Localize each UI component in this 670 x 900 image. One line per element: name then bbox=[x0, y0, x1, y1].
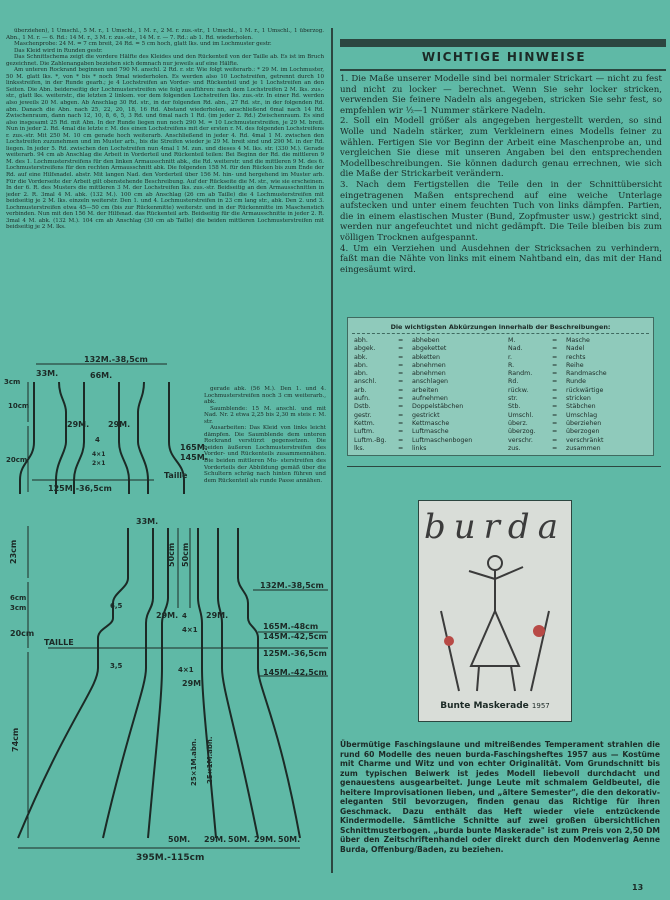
diagram-label: 165M. bbox=[180, 443, 208, 452]
diagram-label: TAILLE bbox=[44, 638, 74, 647]
abbreviation-row bbox=[508, 337, 607, 345]
magazine-logo: burda bbox=[424, 507, 566, 547]
equals-sign: = bbox=[398, 403, 404, 411]
promo-text: Übermütige Faschingslaune und mitreißendes Temperament strahlen die rund 60 Modelle des neuen burda-Faschingsheftes 1957 aus — Kostüme mit Charme und Witz und von echter Originalität. Vom Grundschnitt bis zum typischen Beiwerk ist jedes Modell liebevoll durchdacht und genauestens ausgearbeitet. Junge Leute mit schmalem Geldbeutel, die heitere Improvisationen lieben, und „ältere Semester", die den dekorativ-eleganten Stil bevorzugen, finden genau das Richtige für ihren Geschmack. Dazu enthält das Heft wieder viele entzückende Kindermodelle. Sämtliche Schnitte auf zwei großen übersichtlichen Schnittmusterbogen. „burda bunte Maskerade" ist zum Preis von 2,50 DM über den Zeitschriftenhandel oder direkt durch den Modenverlag Aenne Burda, Offenburg/Baden, zu beziehen. bbox=[340, 740, 660, 854]
hinweis-item: 1. Die Maße unserer Modelle sind bei normaler Strickart — nicht zu fest und nicht zu locker — berechnet. Wenn Sie sehr locker stricken, verwenden Sie feinere Nadeln als angegeben, stricken Sie sehr fest, so empfehlen wir ½—1 Nummer stärkere Nadeln. bbox=[340, 74, 662, 116]
abbreviation-long: Umschlag bbox=[566, 411, 598, 419]
finishing-instructions bbox=[204, 386, 326, 484]
abbreviation-long: abketten bbox=[412, 353, 440, 361]
equals-sign: = bbox=[552, 403, 558, 411]
abbreviation-short: gestr. bbox=[354, 411, 372, 419]
abbreviation-row bbox=[508, 387, 607, 395]
diagram-label: 50cm bbox=[181, 542, 190, 567]
diagram-label: 4 bbox=[182, 612, 187, 620]
abbreviation-row bbox=[508, 437, 607, 445]
abbreviation-long: anschlagen bbox=[412, 378, 449, 386]
abbreviation-long: rechts bbox=[566, 353, 586, 361]
abbreviation-short: r. bbox=[508, 353, 513, 361]
abbreviation-table bbox=[347, 317, 654, 456]
abbreviation-long: Stäbchen bbox=[566, 403, 596, 411]
diagram-label: 10cm bbox=[8, 402, 30, 410]
diagram-label: 4×1 bbox=[178, 666, 194, 674]
equals-sign: = bbox=[552, 411, 558, 419]
diagram-label: 66M. bbox=[90, 371, 113, 380]
abbreviation-row bbox=[354, 445, 472, 453]
diagram-label: 4×1 bbox=[182, 626, 198, 634]
abbreviation-long: stricken bbox=[566, 395, 591, 403]
abbreviation-short: zus. bbox=[508, 444, 521, 452]
abbreviation-long: verschränkt bbox=[566, 436, 604, 444]
magazine-caption-text: Bunte Maskerade bbox=[440, 701, 529, 711]
hinweis-item: 4. Um ein Verziehen und Ausdehnen der Stricksachen zu verhindern, faßt man die Nähte von links mit einem Nahtband ein, das mit der Hand eingesäumt wird. bbox=[340, 243, 662, 275]
abbreviation-short: Luftm. bbox=[354, 428, 375, 436]
magazine-caption bbox=[419, 701, 571, 711]
equals-sign: = bbox=[398, 428, 404, 436]
equals-sign: = bbox=[398, 386, 404, 394]
heading-rule bbox=[340, 39, 666, 47]
abbreviation-row bbox=[354, 395, 472, 403]
instruction-paragraph: überziehen), 1 Umschl., 5 M. r., 1 Umschl., 1 M. r., 2 M. r. zus.-str., 1 Umschl., 1 M. r., 1 Umschl., 1 überzog. Abn., 1 M. r. — 6. Rd.: 14 M. r., 3 M. r. zus.-str., 14 M. r. — 7. Rd.: ab 1. Rd. wiederholen. bbox=[6, 28, 324, 41]
abbreviation-long: rückwärtige bbox=[566, 386, 604, 394]
equals-sign: = bbox=[552, 337, 558, 344]
abbreviation-row bbox=[508, 428, 607, 436]
diagram-label: 29M. bbox=[204, 835, 227, 844]
abbreviation-long: Doppelstäbchen bbox=[412, 403, 464, 411]
abbreviation-short: abn. bbox=[354, 370, 368, 378]
diagram-label: 29M. bbox=[206, 611, 229, 620]
abbreviation-long: Nadel bbox=[566, 345, 585, 353]
abbreviation-row bbox=[508, 420, 607, 428]
hinweise-heading: WICHTIGE HINWEISE bbox=[421, 50, 587, 64]
abbreviation-short: abn. bbox=[354, 361, 368, 369]
abbreviation-rule bbox=[352, 333, 649, 335]
abbreviation-column-right bbox=[508, 337, 607, 453]
instruction-paragraph: Das Kleid wird in Runden gestr. bbox=[14, 47, 103, 54]
equals-sign: = bbox=[398, 395, 404, 403]
abbreviation-row bbox=[354, 378, 472, 386]
diagram-label: 50M. bbox=[278, 835, 301, 844]
abbreviation-short: Stb. bbox=[508, 403, 521, 411]
section-divider bbox=[347, 466, 661, 467]
abbreviation-short: Umschl. bbox=[508, 411, 534, 419]
diagram-label: 29M. bbox=[156, 611, 179, 620]
abbreviation-short: Kettm. bbox=[354, 419, 375, 427]
equals-sign: = bbox=[552, 428, 558, 436]
abbreviation-row bbox=[354, 337, 472, 345]
diagram-label: 50M. bbox=[228, 835, 251, 844]
abbreviation-title: Die wichtigsten Abkürzungen innerhalb der Beschreibungen: bbox=[390, 323, 611, 331]
abbreviation-short: abgek. bbox=[354, 345, 376, 353]
abbreviation-short: Nad. bbox=[508, 345, 523, 353]
diagram-label: 125M.-36,5cm bbox=[48, 484, 112, 493]
diagram-label: 23cm bbox=[9, 539, 18, 564]
page-number: 13 bbox=[632, 883, 644, 892]
abbreviation-row bbox=[354, 420, 472, 428]
abbreviation-short: überz. bbox=[508, 419, 528, 427]
instruction-paragraph: Ausarbeiten: Das Kleid von links leicht dämpfen. Die Saumblende dem unteren Rockrand verstürzt gegensetzen. Die beiden äußeren Lochmusterstreifen des Vorder- und Rückenteils zusammennähen. Die beiden mittleren Mu- sterstreifen des Vorderteils der Abbildung gemäß über die Schultern schräg nach hinten führen und dem Rückenteil als runde Passe annähen. bbox=[204, 425, 326, 484]
abbreviation-row bbox=[354, 412, 472, 420]
equals-sign: = bbox=[398, 436, 404, 444]
diagram-label: 33M. bbox=[36, 369, 59, 378]
abbreviation-short: Dstb. bbox=[354, 403, 371, 411]
abbreviation-short: R. bbox=[508, 361, 515, 369]
equals-sign: = bbox=[552, 345, 558, 353]
diagram-label: 145M. bbox=[180, 453, 208, 462]
abbreviation-long: abheben bbox=[412, 337, 440, 344]
diagram-label: 4 bbox=[95, 436, 100, 444]
abbreviation-long: abgekettet bbox=[412, 345, 447, 353]
diagram-label: 29M. bbox=[254, 835, 277, 844]
abbreviation-short: str. bbox=[508, 395, 518, 403]
equals-sign: = bbox=[552, 444, 558, 452]
abbreviation-short: überzog. bbox=[508, 428, 536, 436]
equals-sign: = bbox=[398, 337, 404, 344]
hinweis-item: 2. Soll ein Modell größer als angegeben hergestellt werden, so sind Wolle und Nadeln stärker, zum Verkleinern eines Modells feiner zu wählen. Fertigen Sie vor Beginn der Arbeit eine Maschenprobe an, und vergleichen Sie diese mit unseren Angaben bei den entsprechenden Modellbeschreibungen. Sie können dadurch genau errechnen, wie sich die Maße der Strickarbeit verändern. bbox=[340, 116, 662, 180]
diagram-label: 50cm bbox=[167, 542, 176, 567]
abbreviation-short: rückw. bbox=[508, 386, 529, 394]
diagram-label: 6cm bbox=[10, 594, 27, 602]
abbreviation-long: Reihe bbox=[566, 361, 584, 369]
abbreviation-long: links bbox=[412, 444, 427, 452]
abbreviation-long: zusammen bbox=[566, 444, 601, 452]
abbreviation-row bbox=[508, 445, 607, 453]
abbreviation-row bbox=[354, 428, 472, 436]
abbreviation-long: Luftmasche bbox=[412, 428, 449, 436]
abbreviation-short: anschl. bbox=[354, 378, 377, 386]
abbreviation-short: M. bbox=[508, 337, 516, 344]
abbreviation-row bbox=[354, 403, 472, 411]
diagram-label: 165M.-48cm bbox=[263, 622, 319, 631]
abbreviation-row bbox=[354, 354, 472, 362]
abbreviation-row bbox=[508, 354, 607, 362]
diagram-label: 132M.-38,5cm bbox=[84, 355, 148, 364]
diagram-label: 2×1 bbox=[92, 460, 106, 467]
diagram-label: 395M.-115cm bbox=[136, 853, 205, 863]
equals-sign: = bbox=[398, 345, 404, 353]
abbreviation-row bbox=[508, 395, 607, 403]
diagram-label: 29M. bbox=[67, 420, 90, 429]
instruction-paragraph: Maschenprobe: 24 M. = 7 cm breit, 24 Rd. = 5 cm hoch, glatt lks. und im Lochmuster gestr. bbox=[14, 41, 272, 48]
abbreviation-row bbox=[508, 345, 607, 353]
equals-sign: = bbox=[398, 411, 404, 419]
diagram-label: 3cm bbox=[4, 378, 21, 386]
heading-rule bbox=[340, 69, 666, 71]
instruction-paragraph: Am unteren Rockrand beginnen und 790 M. anschl. 2 Rd. r. str. Wie folgt weiterarb.: * 29 M. im Lochmuster, 50 M. glatt lks. *, von * bis * noch 9mal wiederholen. Es werden also 10 Lochstreifen, getrennt durch 10 linksstreifen, in der Runde gearb.; je 4 Lochstreifen an Vorder- und Rückenteil und je 1 Lochstreifen an den Seiten. Die Abn. beiderseitig der Lochmusterstreifen wie folgt ausführen: nach dem Lochstreifen 2 M. lks. zus.-str., glatt lks. weiterstr., die letzten 2 linksm. vor dem folgenden Lochstreifen lks. zus.-str. In einer Rd. werden also jeweils 20 M. abgen. Ab Anschlag 30 Rd. str., in der folgenden Rd. abn., 27 Rd. str., in der folgenden Rd. abn. Danach die Abn. nach 25, 22, 20, 18, 16 Rd. Abstand wiederholen, anschließend 6mal nach 14 Rd. Zwischenraum, dann nach 12, 10, 8, 6, 5, 3 Rd. und 6mal nach 1 Rd. (im jeder 2. Rd.) Zwischenraum. Es sind also insgesamt 25 Rd. mit Abn. In der Runde liegen nun noch 290 M. = 10 Lochmusterstreifen, je 29 M. breit. Nun in jeder 2. Rd. 4mal die letzte r. M. des einen Lochstreifens mit der ersten r. M. des folgenden Lochstreifens r. zus.-str. Mit 250 M. 10 cm gerade hoch weiterarb. Anschließend in jeder 4. Rd. 4mal 1 M. zwischen den Lochstreifen zuzunehmen und im Muster arb., bis die Streifen wieder je 29 M. breit sind und 290 M. in der Rd. liegen. In jeder 5. Rd. zwischen den Lochstreifen nun 4mal 1 M. zun. und dieses 4 M. lks. str. (330 M.). Gerade weiterarb. 94 cm ab Anschlag die Arbeit in Vorderteil und Rückenteil teilen: Bei Beginn der Rd. die mittleren 9 M. des 1. Lochmusterstreifens für den linken Armausschnitt abk., die Rd. weiterstr. und die mittleren 9 M. des 6. Lochmusterstreifens für den rechten Armausschnitt abk. Die folgenden 158 M. für den Rücken bis zum Ende der Rd. auf eine Hilfsnadel. abstr. Mit langen Nad. den Vorderteil über 156 M. hin- und hergehend im Muster arb. Für die Vorderseite der Arbeit gilt obenstehende Beschreibung. Auf der Rückseite die M. str., wie sie erscheinen. In der 6. R. des Musters die mittleren 3 M. der Lochstreifen lks. zus.-str. Beidseitig an den Armausschnitten in jeder 2. R. 3mal 4 M. abk. (132 M.). 100 cm ab Anschlag (26 cm ab Taille) die 4 Lochmusterstreifen mit beidseitig je 2 M. lks. einzeln weiterstr. Den 1. und 4. Lochmusterstreifen in 23 cm lang str., abk. Den 2. und 3. Lochmusterstreifen etwa 45—50 cm (bis zur Rückenmitte) weiterstr. und in der Rückenmitte im Maschenstich verbinden. Nun mit den 156 M. der Hilfsnad. das Rückenteil arb. Beidseitig für die Armausschnitte in jeder 2. R. 3mal 4 M. abk. (132 M.). 104 cm ab Anschlag (30 cm ab Taille) die beiden mittleren Lochmusterstreifen mit beidseitig je 2 M. lks. bbox=[6, 67, 324, 231]
abbreviation-long: aufnehmen bbox=[412, 395, 448, 403]
abbreviation-row bbox=[354, 387, 472, 395]
abbreviation-long: Randmasche bbox=[566, 370, 607, 378]
abbreviation-long: arbeiten bbox=[412, 386, 439, 394]
magazine-cover bbox=[418, 500, 572, 722]
diagram-label: 25×1M.abn. bbox=[190, 738, 198, 786]
diagram-label: 145M.-42,5cm bbox=[263, 668, 327, 677]
abbreviation-short: abh. bbox=[354, 337, 368, 344]
abbreviation-long: überziehen bbox=[566, 419, 602, 427]
column-divider bbox=[331, 28, 333, 873]
equals-sign: = bbox=[552, 361, 558, 369]
abbreviation-short: Luftm.-Bg. bbox=[354, 436, 387, 444]
bodice-schematic bbox=[4, 352, 209, 502]
diagram-label: 125M.-36,5cm bbox=[263, 649, 327, 658]
diagram-label: 3,5 bbox=[110, 662, 123, 670]
diagram-label: 29M. bbox=[182, 679, 205, 688]
diagram-label: 20cm bbox=[6, 456, 28, 464]
instruction-paragraph: gerade abk. (56 M.). Den 1. und 4. Lochmusterstreifen noch 3 cm weiterarb., abk. bbox=[204, 386, 326, 406]
abbreviation-row bbox=[354, 437, 472, 445]
equals-sign: = bbox=[552, 386, 558, 394]
diagram-label: 33M. bbox=[136, 517, 159, 526]
abbreviation-row bbox=[354, 370, 472, 378]
equals-sign: = bbox=[552, 353, 558, 361]
diagram-label: 74cm bbox=[11, 727, 20, 752]
diagram-label: 132M.-38,5cm bbox=[260, 581, 324, 590]
abbreviation-long: Masche bbox=[566, 337, 590, 344]
abbreviation-row bbox=[508, 370, 607, 378]
equals-sign: = bbox=[398, 444, 404, 452]
abbreviation-row bbox=[508, 378, 607, 386]
knitting-instructions bbox=[6, 28, 324, 389]
abbreviation-long: gestrickt bbox=[412, 411, 440, 419]
abbreviation-long: abnehmen bbox=[412, 370, 446, 378]
hinweise-list bbox=[340, 74, 662, 275]
abbreviation-long: abnehmen bbox=[412, 361, 446, 369]
equals-sign: = bbox=[552, 436, 558, 444]
abbreviation-long: überzogen bbox=[566, 428, 600, 436]
equals-sign: = bbox=[552, 395, 558, 403]
abbreviation-short: aufn. bbox=[354, 395, 371, 403]
diagram-label: 3cm bbox=[10, 604, 27, 612]
diagram-label: 6,5 bbox=[110, 602, 123, 610]
equals-sign: = bbox=[398, 370, 404, 378]
abbreviation-column-left bbox=[354, 337, 472, 453]
diagram-label: 50M. bbox=[168, 835, 191, 844]
abbreviation-row bbox=[354, 362, 472, 370]
equals-sign: = bbox=[398, 353, 404, 361]
equals-sign: = bbox=[398, 361, 404, 369]
abbreviation-short: lks. bbox=[354, 444, 365, 452]
abbreviation-short: Rd. bbox=[508, 378, 519, 386]
diagram-label: 20cm bbox=[10, 629, 35, 638]
instruction-paragraph: Saumblende: 15 M. anschl. und mit Nad. Nr. 2 etwa 2,25 bis 2,30 m steis r. M. str. bbox=[204, 405, 326, 425]
instruction-paragraph: Das Schnittschema zeigt die vordere Hälfte des Kleides und den Rückenteil von der Taille ab. Es ist im Bruch gezeichnet. Die Zahlenangaben beziehen sich demnach nur jeweils auf eine Hälfte. bbox=[6, 54, 324, 67]
equals-sign: = bbox=[552, 378, 558, 386]
diagram-label: Taille bbox=[164, 471, 188, 480]
abbreviation-long: Luftmaschenbogen bbox=[412, 436, 473, 444]
magazine-year: 1957 bbox=[531, 702, 550, 710]
hinweis-item: 3. Nach dem Fertigstellen die Teile den in der Schnittübersicht eingetragenen Maßen entsprechend auf eine weiche Unterlage aufstecken und unter einem feuchten Tuch von links dämpfen. Partien, die in einem elastischen Muster (Bund, Zopfmuster usw.) gestrickt sind, werden nur angefeuchtet und nicht gedämpft. Die Teile bleiben bis zum völligen Trocknen aufgespannt. bbox=[340, 179, 662, 243]
abbreviation-short: abk. bbox=[354, 353, 368, 361]
equals-sign: = bbox=[398, 419, 404, 427]
abbreviation-row bbox=[508, 412, 607, 420]
abbreviation-long: Kettmasche bbox=[412, 419, 450, 427]
abbreviation-row bbox=[354, 345, 472, 353]
diagram-label: 25×1M.abn. bbox=[206, 736, 214, 784]
equals-sign: = bbox=[552, 419, 558, 427]
abbreviation-row bbox=[508, 362, 607, 370]
diagram-label: 29M. bbox=[108, 420, 131, 429]
abbreviation-short: Randm. bbox=[508, 370, 533, 378]
abbreviation-short: verschr. bbox=[508, 436, 533, 444]
equals-sign: = bbox=[552, 370, 558, 378]
equals-sign: = bbox=[398, 378, 404, 386]
diagram-label: 4×1 bbox=[92, 451, 106, 458]
dress-schematic bbox=[8, 508, 330, 880]
abbreviation-short: arb. bbox=[354, 386, 367, 394]
cover-illustration bbox=[419, 501, 571, 701]
diagram-label: 145M.-42,5cm bbox=[263, 632, 327, 641]
abbreviation-long: Runde bbox=[566, 378, 586, 386]
abbreviation-row bbox=[508, 403, 607, 411]
